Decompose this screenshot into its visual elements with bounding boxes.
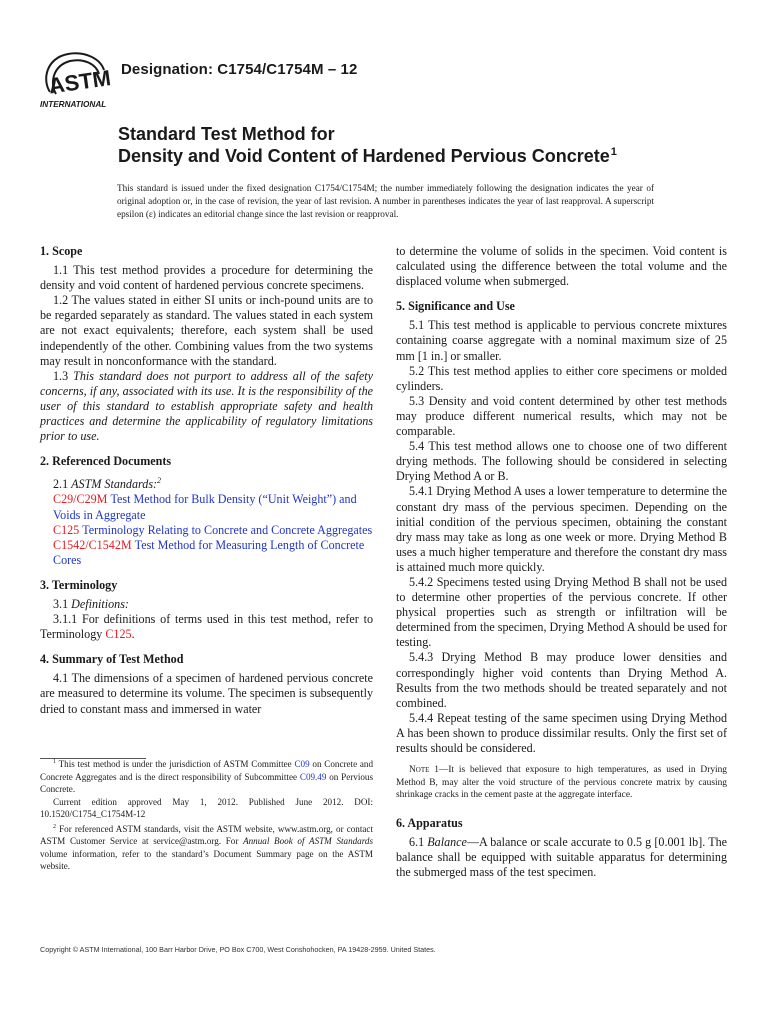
para-1-3-text: This standard does not purport to address all of the safety concerns, if any, associated with its use. It is the responsibility of the user of this standard to establish appropriate safety and health practices and determine the applicability of regulatory limitations prior to use.: [40, 368, 373, 444]
reference-code-link[interactable]: C125: [53, 522, 80, 537]
astm-logo: [38, 48, 112, 110]
c125-link[interactable]: C125: [105, 627, 132, 642]
section-4-heading: 4. Summary of Test Method: [40, 652, 184, 667]
c09-link[interactable]: C09: [294, 759, 310, 770]
para-2-1: [40, 473, 373, 492]
footnote-2-mark: 2: [53, 823, 56, 830]
designation: Designation: C1754/C1754M – 12: [121, 61, 358, 78]
para-1-3: [40, 369, 373, 444]
right-column: [396, 244, 727, 880]
para-5-4-4: 5.4.4 Repeat testing of the same specimen using Drying Method A has been shown to produce dissimilar results. Only the first set of results should be considered.: [396, 710, 727, 755]
para-3-1-1-end: .: [131, 627, 135, 642]
para-6-1: [396, 835, 727, 880]
footnote-2-text-a: For referenced ASTM standards, visit the ASTM website, www.astm.org, or contact ASTM Customer Service at service@astm.org. For: [40, 823, 373, 847]
section-5-heading: 5. Significance and Use: [396, 299, 515, 314]
para-3-1-1-text: 3.1.1 For definitions of terms used in this test method, refer to Terminology: [40, 612, 373, 642]
note-1-text: —It is believed that exposure to high temperatures, as used in Drying Method B, may alter the void structure of the pervious concrete matrix by causing shrinkage cracks in the cement paste at the aggregate interface.: [396, 765, 727, 801]
reference-list: [53, 492, 373, 567]
c09-49-link[interactable]: C09.49: [299, 771, 327, 782]
para-3-1-label: Definitions:: [71, 597, 129, 611]
footnote-1: [40, 756, 373, 796]
note-1-label: Note 1: [409, 765, 439, 776]
copyright-footer: Copyright © ASTM International, 100 Barr Harbor Drive, PO Box C700, West Conshohocken, PA 19428-2959. United States.: [40, 945, 436, 954]
title-text: Density and Void Content of Hardened Pervious Concrete: [118, 146, 610, 166]
footnote-1-text-c: on Pervious Concrete.: [40, 771, 374, 795]
para-5-4-2: 5.4.2 Specimens tested using Drying Method B shall not be used to determine other properties of the pervious concrete. If other physical properties such as strength or infiltration will be determined from the specimen, Drying Method A should be used for testing.: [396, 574, 727, 650]
footnote-1-mark: 1: [53, 759, 56, 765]
para-1-3-num: 1.3: [53, 368, 69, 383]
section-2-heading: 2. Referenced Documents: [40, 454, 172, 469]
logo-subtext: INTERNATIONAL: [40, 100, 107, 109]
section-6-heading: 6. Apparatus: [396, 815, 463, 830]
para-5-3: 5.3 Density and void content determined by other test methods may produce different numerical results, which may not be comparable.: [396, 393, 727, 439]
reference-code-link[interactable]: C1542/C1542M: [53, 537, 132, 552]
para-3-1: [40, 597, 373, 612]
para-1-1: 1.1 This test method provides a procedure for determining the density and void content of hardened pervious concrete specimens.: [40, 263, 373, 293]
para-5-4-3: 5.4.3 Drying Method B may produce lower densities and correspondingly higher void contents than Drying Method A. Results from the two methods should be treated separately and not combined.: [396, 650, 727, 710]
reference-code-link[interactable]: C29/C29M: [53, 492, 108, 507]
footnotes: [40, 756, 373, 873]
para-6-1-term: Balance: [427, 834, 467, 849]
para-5-4: 5.4 This test method allows one to choose one of two different drying methods. The following should be considered in selecting Drying Method A or B.: [396, 439, 727, 484]
para-5-4-1: 5.4.1 Drying Method A uses a lower temperature to determine the constant dry mass of the pervious specimen. Depending on the initial condition of the pervious specimen, obtaining the constant dry mass may take as long as one week or more. Drying Method B uses a much higher temperature and therefore the constant dry mass is attained much more quickly.: [396, 484, 727, 574]
reference-title-link[interactable]: Test Method for Measuring Length of Concrete Cores: [53, 537, 365, 567]
reference-item: [53, 538, 373, 568]
reference-title-link[interactable]: Terminology Relating to Concrete and Concrete Aggregates: [82, 522, 373, 537]
reference-item: [53, 523, 373, 538]
footnote-2-text-b: volume information, refer to the standard’s Document Summary page on the ASTM website.: [40, 848, 373, 872]
para-4-1-continued: to determine the volume of solids in the specimen. Void content is calculated using the difference between the total volume and the displaced volume when submerged.: [396, 244, 727, 289]
para-1-2: 1.2 The values stated in either SI units or inch-pound units are to be regarded separately as standard. The values stated in each system are not exact equivalents; therefore, each system shall be used independently of the other. Combining values from the two systems may result in nonconformance with the standard.: [40, 293, 373, 368]
para-2-1-label: ASTM Standards:: [71, 477, 158, 492]
left-column: [40, 244, 373, 717]
preamble: This standard is issued under the fixed designation C1754/C1754M; the number immediately following the designation indicates the year of original adoption or, in the case of revision, the year of last revision. A number in parentheses indicates the year of last reapproval. A superscript epsilon (ε) indicates an editorial change since the last revision or reapproval.: [117, 183, 654, 219]
reference-item: [53, 492, 373, 522]
para-5-2: 5.2 This test method applies to either core specimens or molded cylinders.: [396, 363, 727, 393]
para-3-1-1: [40, 612, 373, 642]
section-3-heading: 3. Terminology: [40, 577, 118, 592]
section-1-heading: 1. Scope: [40, 244, 83, 258]
para-5-1: 5.1 This test method is applicable to pervious concrete mixtures containing coarse aggregate with a nominal maximum size of 25 mm [1 in.] or smaller.: [396, 318, 727, 363]
title-line-1: Standard Test Method for: [118, 124, 335, 144]
para-2-1-num: 2.1: [53, 477, 69, 492]
footnote-2-italic: Annual Book of ASTM Standards: [243, 836, 373, 847]
logo-text: ASTM: [47, 65, 112, 99]
footnote-1-text-a: This test method is under the jurisdiction of ASTM Committee: [58, 759, 292, 770]
para-2-1-footnote-mark: 2: [157, 476, 162, 486]
para-6-1-text: —A balance or scale accurate to 0.5 g [0.001 lb]. The balance shall be equipped with suitable apparatus for determining the submerged mass of the test specimen.: [396, 834, 728, 879]
para-3-1-num: 3.1: [53, 597, 69, 611]
footnote-edition: Current edition approved May 1, 2012. Published June 2012. DOI: 10.1520/C1754_C1754M-12: [40, 796, 373, 820]
title-footnote-mark: 1: [610, 146, 617, 158]
footnote-2: [40, 821, 373, 873]
footnote-1-text-b: on Concrete and Concrete Aggregates and is the direct responsibility of Subcommittee: [40, 759, 374, 782]
title-line-2: [118, 146, 617, 167]
reference-title-link[interactable]: Test Method for Bulk Density (“Unit Weight”) and Voids in Aggregate: [53, 492, 357, 522]
para-4-1: 4.1 The dimensions of a specimen of hardened pervious concrete are measured to determine its volume. The specimen is subsequently dried to constant mass and immersed in water: [40, 671, 373, 716]
note-1: [396, 764, 727, 802]
para-6-1-num: 6.1: [409, 834, 425, 849]
